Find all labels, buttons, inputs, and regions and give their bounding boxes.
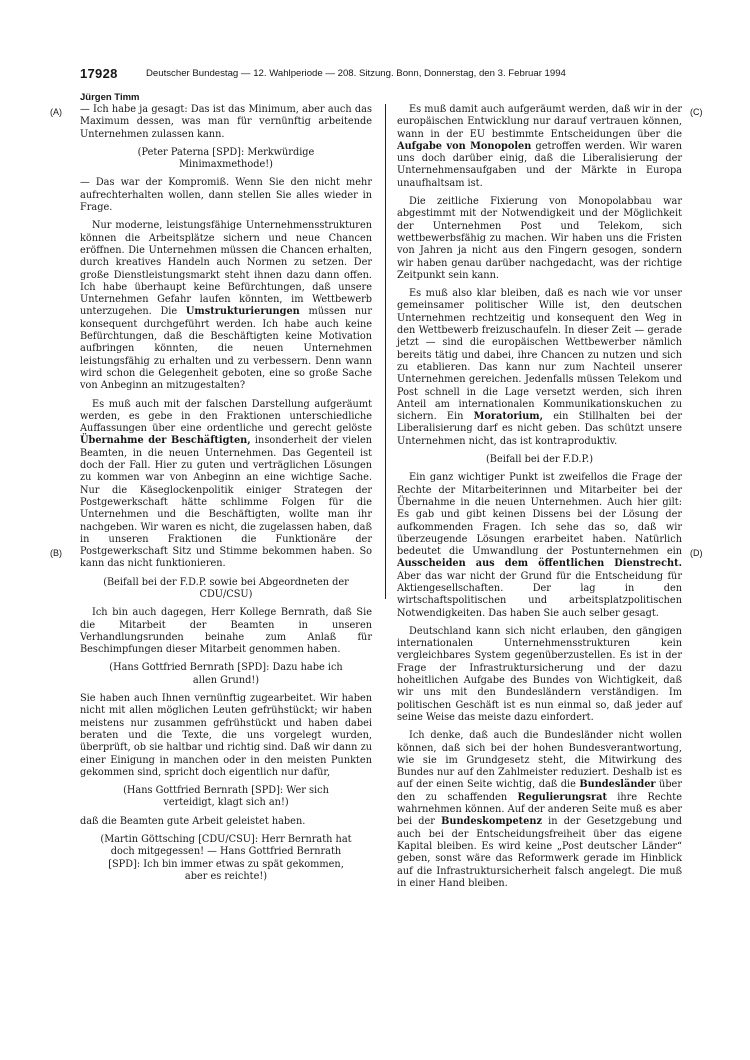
bold-term: Übernahme der Beschäftigten, xyxy=(80,435,251,447)
paragraph: — Ich habe ja gesagt: Das ist das Minimum, aber auch das Maximum dessen, was man für vernünftig arbeitende Unternehmen zulassen kann. xyxy=(80,104,372,140)
paragraph: — Das war der Kompromiß. Wenn Sie den nicht mehr aufrechterhalten wollen, dann stellen Sie alles wieder in Frage. xyxy=(80,177,372,214)
column-divider xyxy=(385,104,386,599)
interjection: (Hans Gottfried Bernrath [SPD]: Wer sich verteidigt, klagt sich an!) xyxy=(123,785,329,809)
bold-term: Ausscheiden aus dem öffentlichen Dienstrecht. xyxy=(397,558,682,570)
interjection: (Beifall bei der F.D.P.) xyxy=(485,454,594,466)
page-header xyxy=(80,66,680,82)
paragraph: Sie haben auch Ihnen vernünftig zugearbeitet. Wir haben nicht mit allen möglichen Leuten gefrühstückt; wir haben meistens nur zusammen gefrühstückt und haben dabei beraten und die Texte, die uns vorgelegt wurden, überprüft, ob sie haltbar und richtig sind. Daß wir dann zu einer Einigung in manchen oder in den meisten Punkten gekommen sind, spricht doch eigentlich nur dafür, xyxy=(80,693,372,778)
bold-term: Moratorium, xyxy=(473,411,544,423)
margin-marker-b: (B) xyxy=(50,548,62,558)
paragraph: Deutschland kann sich nicht erlauben, den gängigen internationalen Unternehmensstrukturen kein vergleichbares System gegenüberzustellen. Es ist in der Frage der Infrastruktursicherung und der dazu hoheitlichen Aufgabe des Bundes von Wichtigkeit, daß wir uns mit den Bundesländern verständigen. Im politischen Geschäft ist es nun einmal so, daß jeder auf seine Weise das meiste dazu einfordert. xyxy=(397,625,682,723)
text-run: Es muß also klar bleiben, daß es nach wie vor unser gemeinsamer politischer Wille ist, den deutschen Unternehmen rechtzeitig und konsequent den Weg in den Wettbewerb freizuschaufeln. In dieser Zeit — gerade jetzt — sind die europäischen Wettbewerber nämlich bereits tätig und dabei, ihre Chancen zu nutzen und sich zu etablieren. Das kann nur zum Nachteil unserer Unternehmen gereichen. Jedenfalls müssen Telekom und Post schnell in die Lage versetzt werden, sich ihren Anteil am internationalen Kommunikationskuchen zu sichern. Ein xyxy=(397,288,682,423)
bold-term: Regulierungsrat xyxy=(517,791,607,803)
text-run: Nur moderne, leistungsfähige Unternehmensstrukturen können die Arbeitsplätze sichern und neue Chancen eröffnen. Die Unternehmen müssen die Chancen erhalten, durch kreatives Handeln auch Normen zu setzen. Der große Dienstleistungsmarkt steht ihnen dazu dann offen. Ich habe überhaupt keine Befürchtungen, daß unsere Unternehmen Gefahr laufen könnten, im Wettbewerb unterzugehen. Die xyxy=(80,220,372,318)
text-run: Ein ganz wichtiger Punkt ist zweifellos die Frage der Rechte der Mitarbeiterinnen und Mitarbeiter bei der Übernahme in die neuen Unternehmen. Auch hier gilt: Es gab und gibt keinen Dissens bei der Lösung der aufkommenden Fragen. Ich sehe das so, daß wir überzeugende Lösungen erarbeitet haben. Natürlich bedeutet die Umwandlung der Postunternehmen ein xyxy=(397,472,682,558)
paragraph xyxy=(80,399,372,571)
running-head: Deutscher Bundestag — 12. Wahlperiode — 208. Sitzung. Bonn, Donnerstag, den 3. Februar 1994 xyxy=(146,68,566,79)
margin-marker-c: (C) xyxy=(690,107,703,117)
margin-marker-d: (D) xyxy=(690,548,703,558)
text-run: müssen nur konsequent durchgeführt werden. Ich habe auch keine Befürchtungen, daß die Beschäftigten keine Motivation aufbringen könnten, die neuen Unternehmen leistungsfähig zu erhalten und zu verbessern. Denn wann wird schon die Gelegenheit geboten, eine so große Sache von Anbeginn an mitzugestalten? xyxy=(80,306,372,392)
bold-term: Bundeskompetenz xyxy=(441,816,542,828)
page-number: 17928 xyxy=(80,66,118,81)
text-run: Ich denke, daß auch die Bundesländer nicht wollen können, daß sich bei der hohen Bundesverantwortung, wie sie im Grundgesetz steht, die Mitwirkung des Bundes nur auf den Zahlmeister reduziert. Deshalb ist es auf der einen Seite wichtig, daß die xyxy=(397,730,682,791)
text-run: Es muß auch mit der falschen Darstellung aufgeräumt werden, es gebe in den Fraktionen unterschiedliche Auffassungen über eine ordentliche und gerecht gelöste xyxy=(80,398,372,435)
text-run: Es muß damit auch aufgeräumt werden, daß wir in der europäischen Entwicklung nur darauf vertrauen können, wann in der EU bestimmte Entscheidungen über die xyxy=(397,104,682,140)
text-run: ihre Rechte wahrnehmen können. Auf der anderen Seite muß es aber bei der xyxy=(397,791,682,828)
paragraph xyxy=(80,220,372,392)
bold-term: Aufgabe von Monopolen xyxy=(397,140,532,152)
speaker-name: Jürgen Timm xyxy=(80,92,140,103)
margin-marker-a: (A) xyxy=(50,107,62,117)
text-run: in der Gesetzgebung und auch bei der Entscheidungsfreiheit über das eigene Kapital bleiben. Es wird keine „Post deutscher Länder“ geben, sonst wäre das Reformwerk gerade im Hinblick auf die Infrastruktursicherheit falsch angelegt. Die muß in einer Hand bleiben. xyxy=(397,816,682,889)
paragraph xyxy=(397,104,682,190)
text-run: insonderheit der vielen Beamten, in die neuen Unternehmen. Das Gegenteil ist doch der Fall. Hier zu guten und verträglichen Lösungen zu kommen war von Anbeginn an eine wichtige Sache. Nur die Käseglockenpolitik einiger Strategen der Postgewerkschaft hätte schlimme Folgen für die Unternehmen und die Beschäftigten, wollte man ihr nachgeben. Wir waren es nicht, die zugelassen haben, daß in unseren Fraktionen die Funktionäre der Postgewerkschaft Sitz und Stimme bekommen haben. So kann das nicht funktionieren. xyxy=(80,435,373,570)
paragraph xyxy=(397,288,682,448)
paragraph: daß die Beamten gute Arbeit geleistet haben. xyxy=(80,815,306,827)
paragraph: Die zeitliche Fixierung von Monopolabbau war abgestimmt mit der Notwendigkeit und der Möglichkeit der Unternehmen Post und Telekom, sich wettbewerbsfähig zu machen. Wir haben uns die Fristen von Jahren ja nicht aus den Fingern gesogen, sondern wir haben genau darüber nachgedacht, was der richtige Zeitpunkt sein kann. xyxy=(397,196,682,281)
text-run: ein Stillhalten bei der Liberalisierung darf es nicht geben. Das schützt unsere Unternehmen nicht, das ist kontraproduktiv. xyxy=(397,411,682,447)
left-column xyxy=(80,104,372,889)
paragraph: Ich bin auch dagegen, Herr Kollege Bernrath, daß Sie die Mitarbeit der Beamten in unseren Verhandlungsrunden beinahe zum Anlaß für Beschimpfungen dieser Mitarbeit genommen haben. xyxy=(80,607,372,656)
bold-term: Bundesländer xyxy=(579,779,656,791)
bold-term: Umstrukturierungen xyxy=(185,306,300,318)
interjection: (Peter Paterna [SPD]: Merkwürdige Minimaxmethode!) xyxy=(137,146,315,171)
text-run: getroffen werden. Wir waren uns doch darüber einig, daß die Liberalisierung der Unternehmensaufgaben und der Märkte in Europa unaufhaltsam ist. xyxy=(397,140,682,189)
interjection: (Hans Gottfried Bernrath [SPD]: Dazu habe ich allen Grund!) xyxy=(109,662,343,686)
text-run: über den zu schaffenden xyxy=(397,779,682,803)
right-column xyxy=(397,104,682,896)
paragraph xyxy=(397,730,682,890)
interjection: (Martin Göttsching [CDU/CSU]: Herr Bernrath hat doch mitgegessen! — Hans Gottfried Bernrath [SPD]: Ich bin immer etwas zu spät gekommen, aber es reichte!) xyxy=(100,834,352,882)
paragraph xyxy=(397,472,682,620)
interjection: (Beifall bei der F.D.P. sowie bei Abgeordneten der CDU/CSU) xyxy=(103,576,349,600)
text-run: Aber das war nicht der Grund für die Entscheidung für Aktiengesellschaften. Der lag in den wirtschaftspolitischen und arbeitsplatzpolitischen Notwendigkeiten. Das haben Sie auch selber gesagt. xyxy=(397,570,682,619)
